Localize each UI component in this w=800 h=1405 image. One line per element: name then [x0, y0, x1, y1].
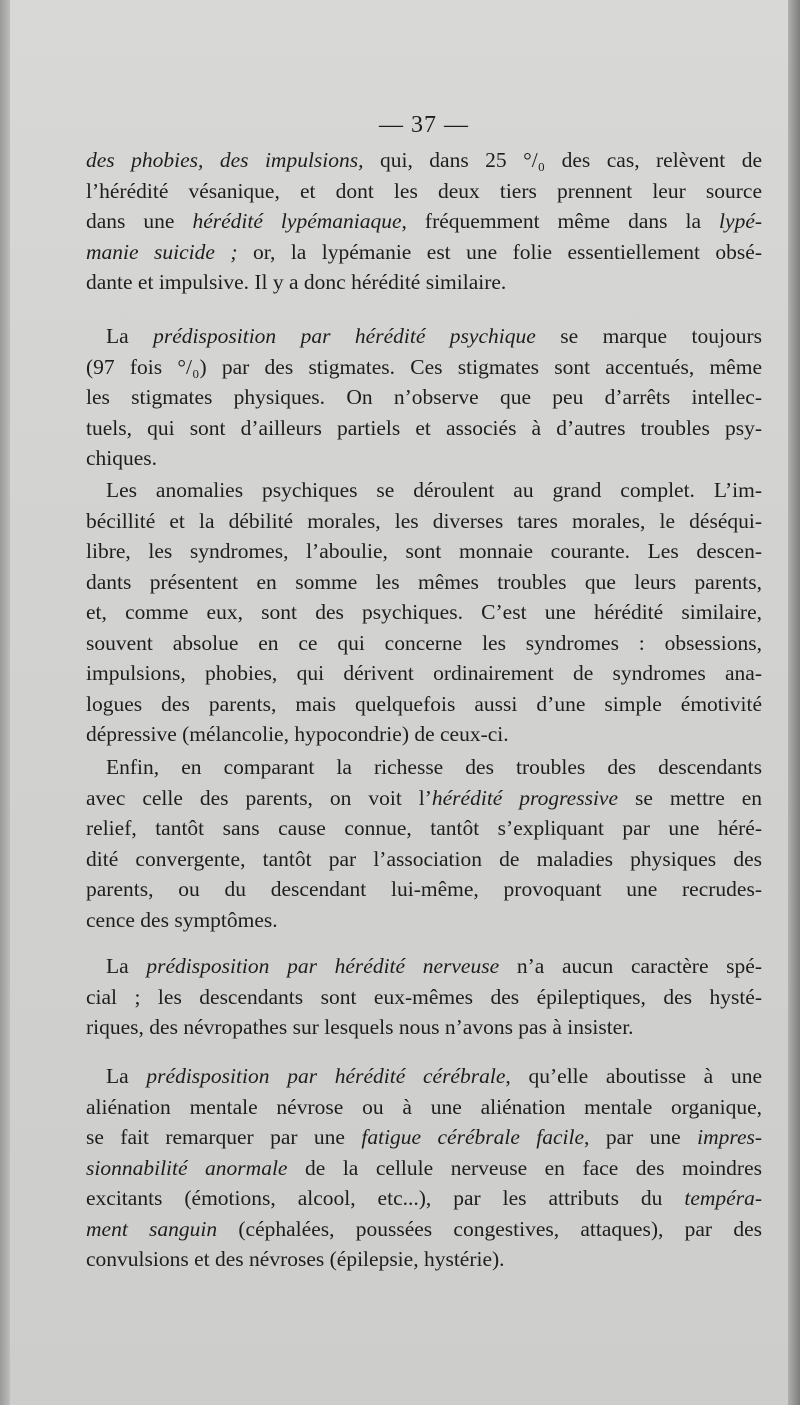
text-line: logues des parents, mais quelquefois aussi d’une simple émotivité [86, 691, 762, 716]
paragraph-4 [86, 752, 762, 935]
text-line: cial ; les descendants sont eux-mêmes des épileptiques, des hysté- [86, 984, 762, 1009]
paragraph-1 [86, 145, 762, 298]
text-line: souvent absolue en ce qui concerne les syndromes : obsessions, [86, 630, 762, 655]
text-line: excitants (émotions, alcool, etc...), par les attributs du tempéra- [86, 1186, 762, 1210]
text-line: (97 fois °/₀) par des stigmates. Ces stigmates sont accentués, même [86, 354, 762, 379]
text-line: La prédisposition par hérédité psychique se marque toujours [106, 324, 762, 348]
text-line: relief, tantôt sans cause connue, tantôt s’expliquant par une héré- [86, 816, 762, 840]
text-line: des phobies, des impulsions, qui, dans 25 °/₀ des cas, relèvent de [86, 148, 763, 172]
text-line: dante et impulsive. Il y a donc hérédité similaire. [86, 270, 507, 294]
text-line: sionnabilité anormale de la cellule nerveuse en face des moindres [86, 1155, 762, 1180]
text-line: Enfin, en comparant la richesse des troubles des descendants [106, 755, 762, 779]
page-shadow-right [788, 0, 800, 1405]
text-line: parents, ou du descendant lui-même, provoquant une recrudes- [86, 877, 762, 901]
text-line: chiques. [86, 446, 158, 470]
page-shadow-left [0, 0, 10, 1405]
paragraph-2 [86, 321, 762, 474]
text-line: avec celle des parents, on voit l’hérédité progressive se mettre en [86, 785, 762, 810]
text-line: Les anomalies psychiques se déroulent au grand complet. L’im- [106, 478, 762, 502]
text-line: les stigmates physiques. On n’observe que peu d’arrêts intellec- [86, 385, 762, 409]
text-line: tuels, qui sont d’ailleurs partiels et associés à d’autres troubles psy- [86, 415, 762, 440]
paragraph-6 [86, 1061, 762, 1275]
text-line: manie suicide ; or, la lypémanie est une folie essentiellement obsé- [86, 239, 762, 264]
book-page [10, 0, 788, 1405]
text-line: dans une hérédité lypémaniaque, fréquemment même dans la lypé- [86, 209, 763, 233]
text-line: dants présentent en somme les mêmes troubles que leurs parents, [86, 569, 762, 594]
text-line: bécillité et la débilité morales, les diverses tares morales, le déséqui- [86, 508, 762, 533]
text-line: l’hérédité vésanique, et dont les deux tiers prennent leur source [86, 178, 762, 203]
text-line: aliénation mentale névrose ou à une aliénation mentale organique, [86, 1094, 762, 1119]
text-line: convulsions et des névroses (épilepsie, hystérie). [86, 1247, 505, 1271]
text-line: se fait remarquer par une fatigue cérébrale facile, par une impres- [86, 1125, 763, 1149]
page-number: — 37 — [379, 112, 469, 138]
text-line: cence des symptômes. [86, 907, 278, 932]
paragraph-3 [86, 475, 762, 750]
text-line: ment sanguin (céphalées, poussées congestives, attaques), par des [86, 1216, 762, 1241]
text-line: libre, les syndromes, l’aboulie, sont monnaie courante. Les descen- [86, 539, 762, 563]
paragraph-5 [86, 951, 762, 1043]
text-line: La prédisposition par hérédité nerveuse n’a aucun caractère spé- [106, 954, 762, 978]
text-line: dité convergente, tantôt par l’association de maladies physiques des [86, 846, 762, 871]
text-line: La prédisposition par hérédité cérébrale, qu’elle aboutisse à une [106, 1064, 762, 1088]
text-line: dépressive (mélancolie, hypocondrie) de ceux-ci. [86, 722, 509, 746]
text-line: impulsions, phobies, qui dérivent ordinairement de syndromes ana- [86, 661, 762, 685]
text-line: riques, des névropathes sur lesquels nous n’avons pas à insister. [86, 1015, 634, 1039]
text-line: et, comme eux, sont des psychiques. C’est une hérédité similaire, [86, 600, 762, 624]
